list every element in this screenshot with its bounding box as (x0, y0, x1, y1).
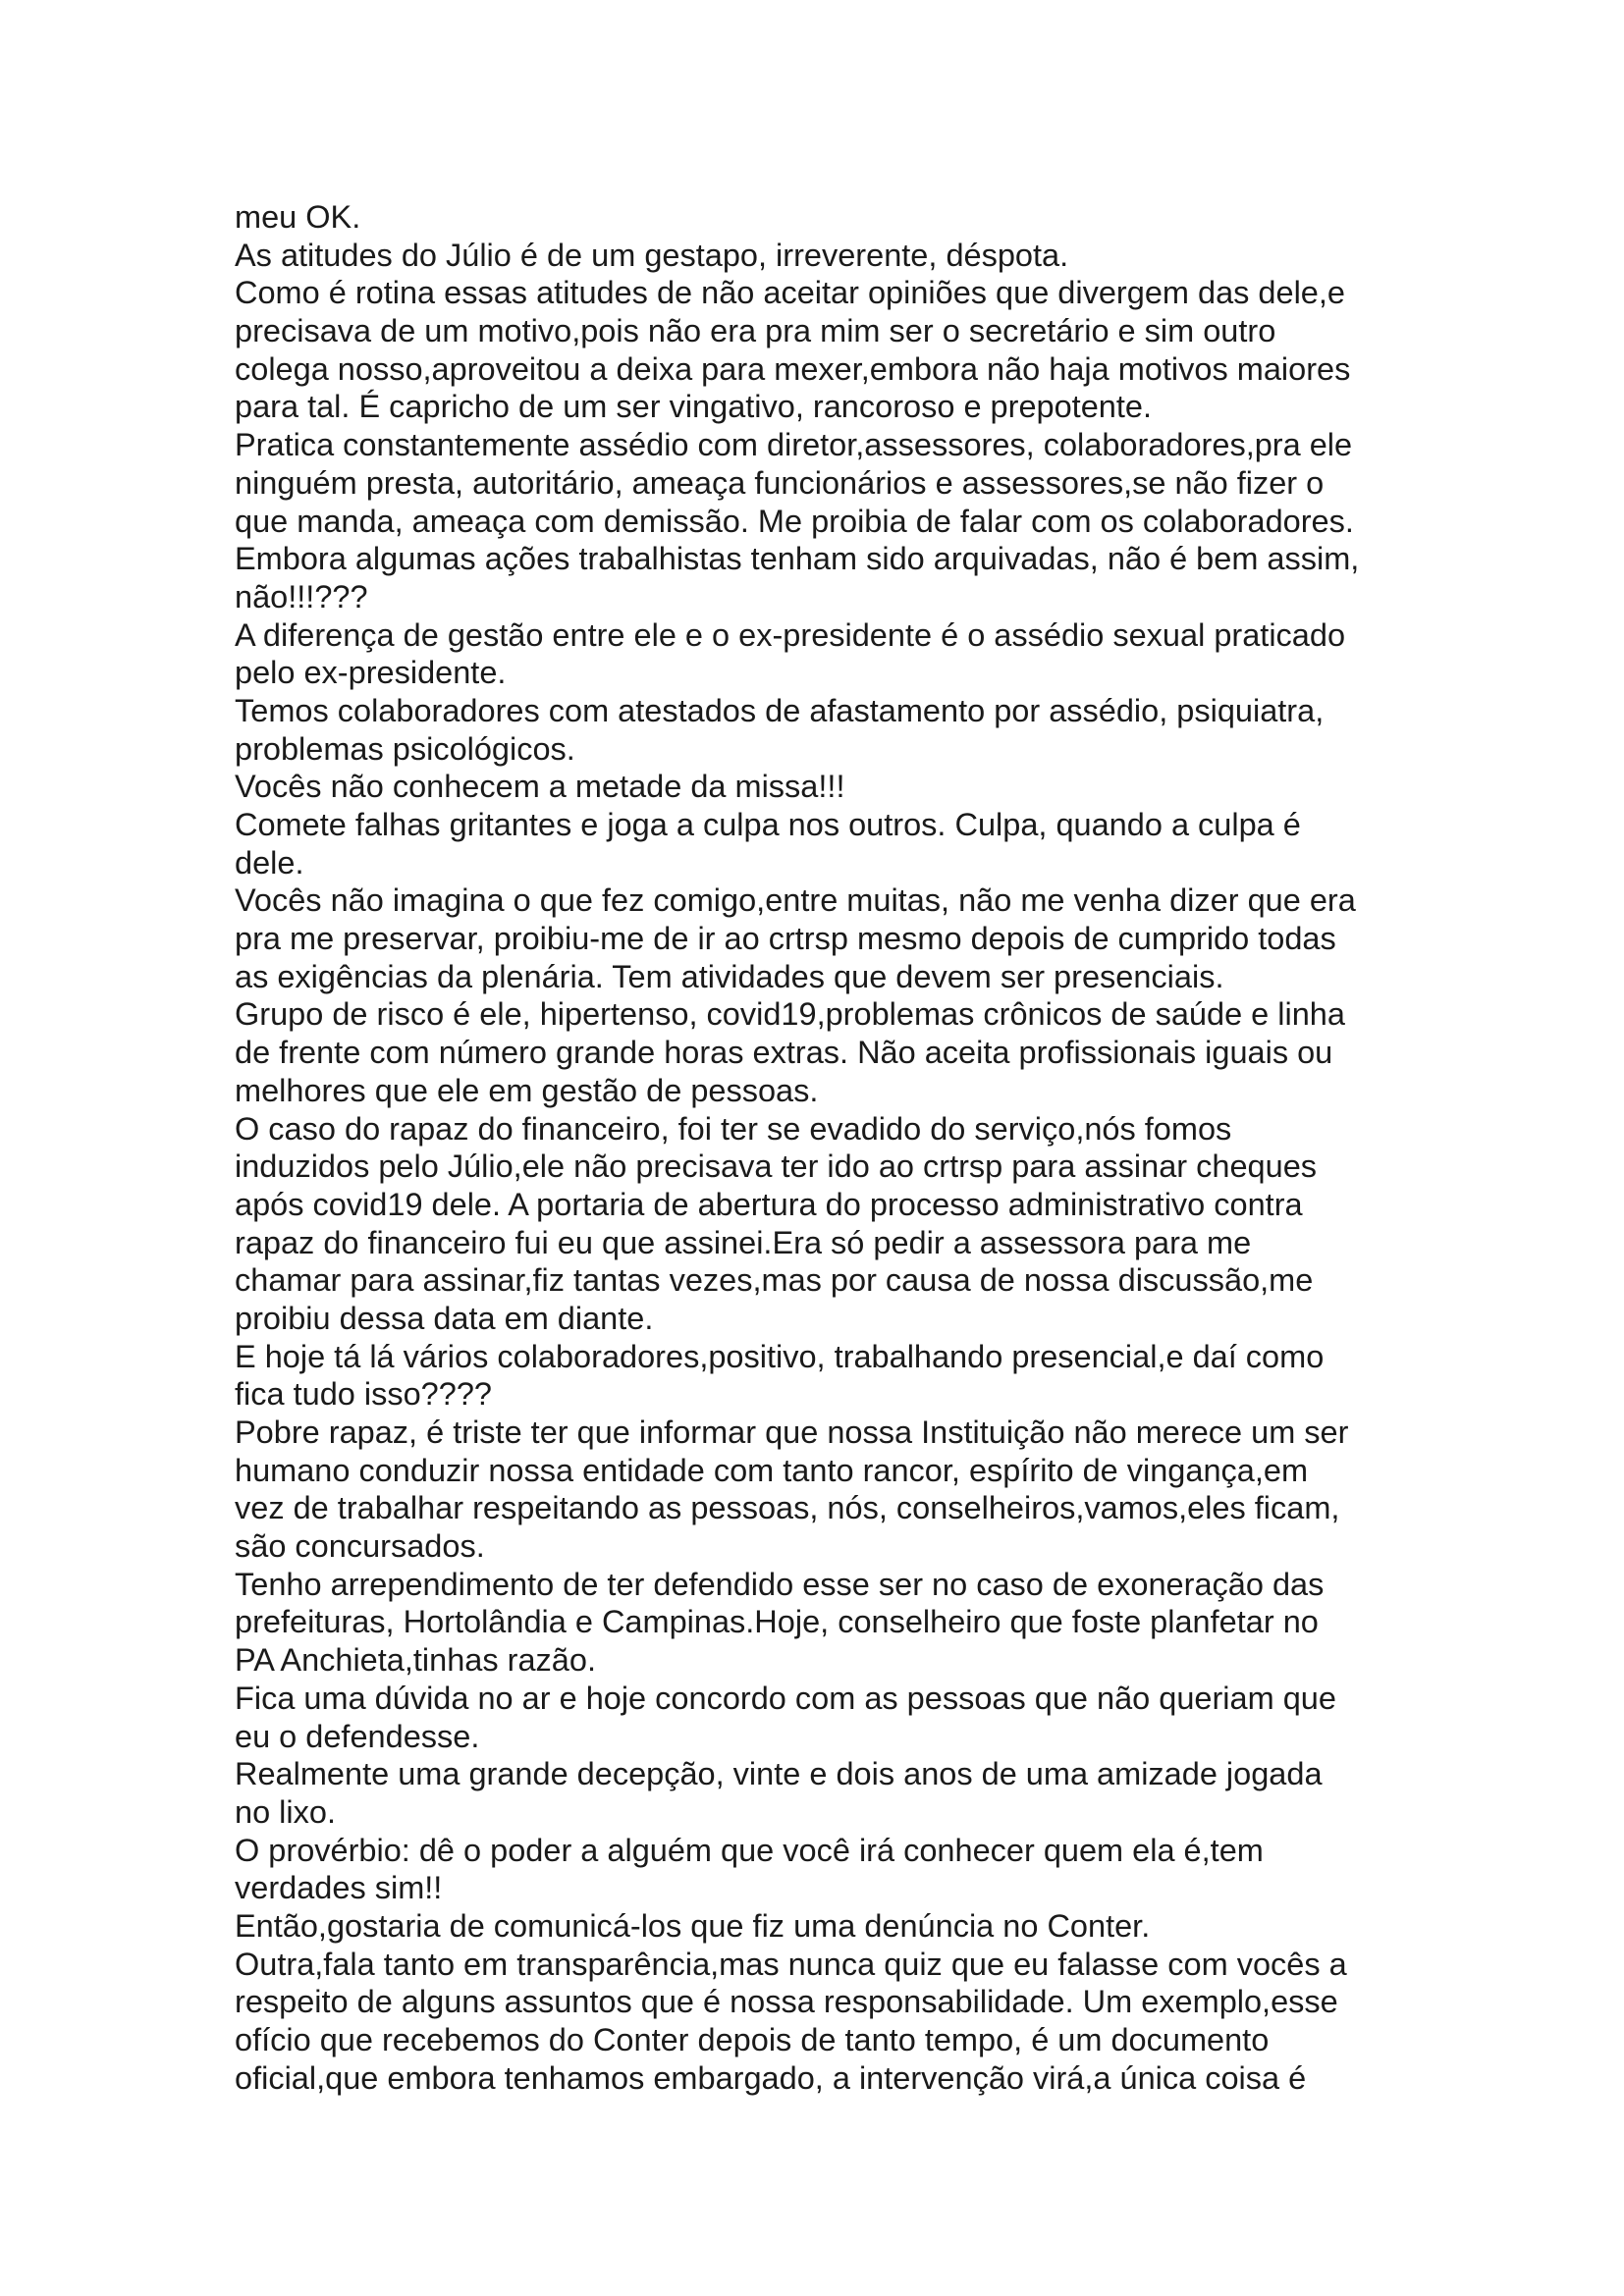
text-line: As atitudes do Júlio é de um gestapo, irreverente, déspota. (235, 237, 1069, 273)
text-line: rapaz do financeiro fui eu que assinei.Era só pedir a assessora para me (235, 1224, 1252, 1260)
text-line: no lixo. (235, 1793, 336, 1830)
text-line: ninguém presta, autoritário, ameaça funcionários e assessores,se não fizer o (235, 464, 1325, 501)
text-line: PA Anchieta,tinhas razão. (235, 1642, 596, 1679)
text-line: ofício que recebemos do Conter depois de tanto tempo, é um documento (235, 2022, 1270, 2057)
text-line: A diferença de gestão entre ele e o ex-presidente é o assédio sexual praticado (235, 616, 1346, 653)
text-line: precisava de um motivo,pois não era pra mim ser o secretário e sim outro (235, 313, 1276, 349)
text-line: verdades sim!! (235, 1870, 443, 1906)
text-line: não!!!??? (235, 578, 368, 614)
text-line: Vocês não conhecem a metade da missa!!! (235, 769, 845, 805)
text-line: Comete falhas gritantes e joga a culpa nos outros. Culpa, quando a culpa é (235, 807, 1301, 842)
text-line: Temos colaboradores com atestados de afastamento por assédio, psiquiatra, (235, 692, 1325, 728)
text-line: E hoje tá lá vários colaboradores,positivo, trabalhando presencial,e daí como (235, 1338, 1325, 1374)
text-line: chamar para assinar,fiz tantas vezes,mas por causa de nossa discussão,me (235, 1262, 1314, 1299)
text-line: vez de trabalhar respeitando as pessoas, nós, conselheiros,vamos,eles ficam, (235, 1490, 1340, 1526)
text-line: Grupo de risco é ele, hipertenso, covid19,problemas crônicos de saúde e linha (235, 996, 1345, 1033)
text-line: Fica uma dúvida no ar e hoje concordo com as pessoas que não queriam que (235, 1680, 1336, 1716)
text-line: são concursados. (235, 1528, 485, 1565)
text-line: problemas psicológicos. (235, 730, 575, 767)
text-line: após covid19 dele. A portaria de abertura do processo administrativo contra (235, 1186, 1303, 1222)
text-line: Pobre rapaz, é triste ter que informar que nossa Instituição não merece um ser (235, 1415, 1349, 1450)
text-line: O provérbio: dê o poder a alguém que você irá conhecer quem ela é,tem (235, 1832, 1264, 1868)
body-text (235, 198, 1452, 2097)
text-line: eu o defendesse. (235, 1718, 480, 1754)
text-line: que manda, ameaça com demissão. Me proibia de falar com os colaboradores. (235, 503, 1354, 539)
text-line: de frente com número grande horas extras. Não aceita profissionais iguais ou (235, 1035, 1333, 1071)
text-line: oficial,que embora tenhamos embargado, a intervenção virá,a única coisa é (235, 2059, 1307, 2096)
text-line: fica tudo isso???? (235, 1376, 492, 1413)
text-line: pelo ex-presidente. (235, 655, 507, 691)
text-line: Vocês não imagina o que fez comigo,entre muitas, não me venha dizer que era (235, 882, 1356, 919)
text-line: respeito de alguns assuntos que é nossa responsabilidade. Um exemplo,esse (235, 1984, 1338, 2020)
text-line: proibiu dessa data em diante. (235, 1300, 654, 1336)
text-line: O caso do rapaz do financeiro, foi ter se evadido do serviço,nós fomos (235, 1110, 1232, 1147)
text-line: Outra,fala tanto em transparência,mas nunca quiz que eu falasse com vocês a (235, 1946, 1347, 1982)
text-line: meu OK. (235, 199, 361, 235)
text-line: melhores que ele em gestão de pessoas. (235, 1072, 819, 1108)
text-line: Embora algumas ações trabalhistas tenham sido arquivadas, não é bem assim, (235, 541, 1360, 577)
text-line: Tenho arrependimento de ter defendido esse ser no caso de exoneração das (235, 1566, 1325, 1602)
text-line: induzidos pelo Júlio,ele não precisava ter ido ao crtrsp para assinar cheques (235, 1148, 1318, 1185)
text-line: prefeituras, Hortolândia e Campinas.Hoje, conselheiro que foste planfetar no (235, 1604, 1319, 1640)
text-line: dele. (235, 844, 304, 881)
text-line: as exigências da plenária. Tem atividades que devem ser presenciais. (235, 958, 1224, 994)
text-line: Pratica constantemente assédio com diretor,assessores, colaboradores,pra ele (235, 427, 1353, 463)
text-line: Realmente uma grande decepção, vinte e dois anos de uma amizade jogada (235, 1756, 1323, 1792)
text-line: colega nosso,aproveitou a deixa para mexer,embora não haja motivos maiores (235, 350, 1351, 387)
text-line: Como é rotina essas atitudes de não aceitar opiniões que divergem das dele,e (235, 275, 1345, 311)
text-line: humano conduzir nossa entidade com tanto rancor, espírito de vingança,em (235, 1452, 1309, 1488)
text-line: pra me preservar, proibiu-me de ir ao crtrsp mesmo depois de cumprido todas (235, 921, 1336, 957)
text-line: Então,gostaria de comunicá-los que fiz uma denúncia no Conter. (235, 1907, 1151, 1944)
text-line: para tal. É capricho de um ser vingativo, rancoroso e prepotente. (235, 389, 1152, 425)
